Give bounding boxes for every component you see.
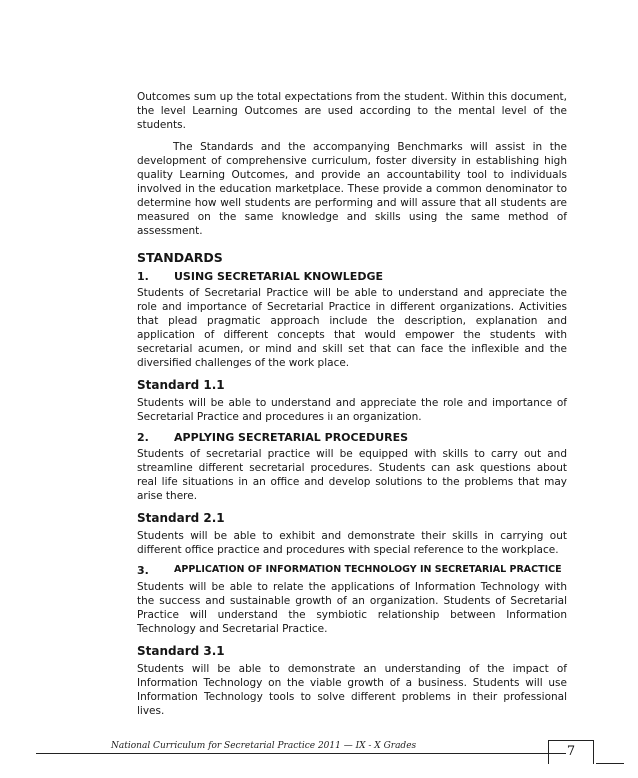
standard-3-1-heading: Standard 3.1 xyxy=(137,644,225,658)
section-2-title: APPLYING SECRETARIAL PROCEDURES xyxy=(174,431,409,444)
standard-2-1-text: Students will be able to exhibit and demonstrate their skills in carrying out different office practice and procedures with special reference to the workplace. xyxy=(137,530,567,556)
standard-1-1-heading: Standard 1.1 xyxy=(137,378,225,392)
section-3-heading xyxy=(137,564,567,577)
intro-paragraph-2: The Standards and the accompanying Benchmarks will assist in the development of comprehensive curriculum, foster diversity in establishing high quality Learning Outcomes, and provide an accountability tool to individuals involved in the education marketplace. These provide a common denominator to determine how well students are performing and will assure that all students are measured on the same knowledge and skills using the same method of assessment. xyxy=(137,141,567,237)
section-3-text: Students will be able to relate the applications of Information Technology with the success and sustainable growth of an organization. Students of Secretarial Practice will understand the symbiotic relationship between Information Technology and Secretarial Practice. xyxy=(137,581,567,635)
section-1-heading xyxy=(137,270,567,283)
page-number: 7 xyxy=(566,744,576,759)
standards-heading: STANDARDS xyxy=(137,250,223,265)
section-3-number: 3. xyxy=(137,564,149,577)
section-2-number: 2. xyxy=(137,431,149,444)
section-1-title: USING SECRETARIAL KNOWLEDGE xyxy=(174,270,383,283)
page-content xyxy=(137,90,567,718)
standard-2-1-heading: Standard 2.1 xyxy=(137,511,225,525)
section-1-text: Students of Secretarial Practice will be able to understand and appreciate the role and importance of Secretarial Practice in different organizations. Activities that plead pragmatic approach include the description, explanation and application of different concepts that would empower the students with secretarial acumen, or mind and skill set that can face the inflexible and the diversified challenges of the work place. xyxy=(137,287,567,369)
standard-3-1-text: Students will be able to demonstrate an understanding of the impact of Information Technology on the viable growth of a business. Students will use Information Technology tools to solve different problems in their professional lives. xyxy=(137,663,567,717)
standard-1-1-text: Students will be able to understand and appreciate the role and importance of Secretarial Practice and procedures iı an organization. xyxy=(137,397,567,423)
section-2-heading xyxy=(137,431,567,444)
footer-text: National Curriculum for Secretarial Practice 2011 — IX - X Grades xyxy=(111,741,417,751)
section-1-number: 1. xyxy=(137,270,149,283)
section-2-text: Students of secretarial practice will be equipped with skills to carry out and streamline different secretarial procedures. Students can ask questions about real life situations in an office and develop solutions to the problems that may arise there. xyxy=(137,448,567,502)
footer-rule-right xyxy=(596,763,624,764)
section-3-title: APPLICATION OF INFORMATION TECHNOLOGY IN SECRETARIAL PRACTICE xyxy=(174,564,562,575)
footer-rule xyxy=(36,753,566,754)
intro-paragraph-1: Outcomes sum up the total expectations from the student. Within this document, the level Learning Outcomes are used according to the mental level of the students. xyxy=(137,91,567,131)
